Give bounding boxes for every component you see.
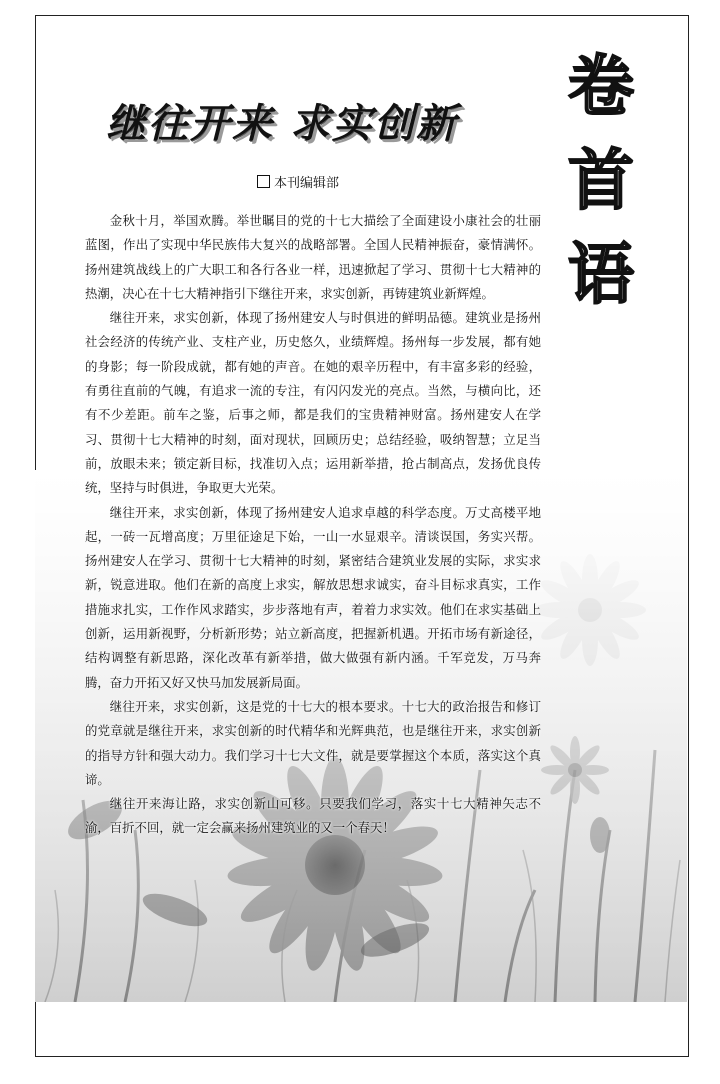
paragraph: 继往开来，求实创新，这是党的十七大的根本要求。十七大的政治报告和修订的党章就是继往开来，求实创新的时代精华和光辉典范，也是继往开来，求实创新的指导方针和强大动力。我们学习十七大文件，就是要掌握这个本质，落实这个真谛。 [85, 698, 541, 787]
column-title-char: 语 [568, 236, 634, 313]
byline [257, 172, 339, 191]
column-title-char: 首 [568, 142, 634, 219]
column-title-char: 卷 [568, 48, 634, 125]
column-title [560, 40, 642, 322]
article-title: 继往开来 求实创新 [106, 101, 458, 147]
article-body [85, 209, 541, 841]
paragraph: 金秋十月，举国欢腾。举世瞩目的党的十七大描绘了全面建设小康社会的壮丽蓝图，作出了实现中华民族伟大复兴的战略部署。全国人民精神振奋，豪情满怀。扬州建筑战线上的广大职工和各行各业一样，迅速掀起了学习、贯彻十七大精神的热潮，决心在十七大精神指引下继往开来，求实创新，再铸建筑业新辉煌。 [85, 213, 541, 301]
byline-text: 本刊编辑部 [274, 176, 340, 191]
paragraph: 继往开来海让路，求实创新山可移。只要我们学习，落实十七大精神矢志不渝，百折不回，就一定会赢来扬州建筑业的又一个春天！ [85, 796, 541, 836]
paragraph: 继往开来，求实创新，体现了扬州建安人与时俱进的鲜明品德。建筑业是扬州社会经济的传统产业、支柱产业，历史悠久，业绩辉煌。扬州每一步发展，都有她的身影；每一阶段成就，都有她的声音。在她的艰辛历程中，有丰富多彩的经验，有勇往直前的气魄，有追求一流的专注，有闪闪发光的亮点。当然，与横向比，还有不少差距。前车之鉴，后事之师，都是我们的宝贵精神财富。扬州建安人在学习、贯彻十七大精神的时刻，面对现状，回顾历史；总结经验，吸纳智慧；立足当前，放眼未来；锁定新目标，找准切入点；运用新举措，抢占制高点，发扬优良传统，坚持与时俱进，争取更大光荣。 [85, 310, 541, 496]
square-icon [257, 175, 270, 188]
paragraph: 继往开来，求实创新，体现了扬州建安人追求卓越的科学态度。万丈高楼平地起，一砖一瓦增高度；万里征途足下始，一山一水显艰辛。清谈误国，务实兴帮。扬州建安人在学习、贯彻十七大精神的时刻，紧密结合建筑业发展的实际，求实求新，锐意进取。他们在新的高度上求实，解放思想求诚实，奋斗目标求真实，工作措施求扎实，工作作风求踏实，步步落地有声，着着力求实效。他们在求实基础上创新，运用新视野，分析新形势；站立新高度，把握新机遇。开拓市场有新途径，结构调整有新思路，深化改革有新举措，做大做强有新内涵。千军竞发，万马奔腾，奋力开拓又好又快马加发展新局面。 [85, 504, 541, 690]
